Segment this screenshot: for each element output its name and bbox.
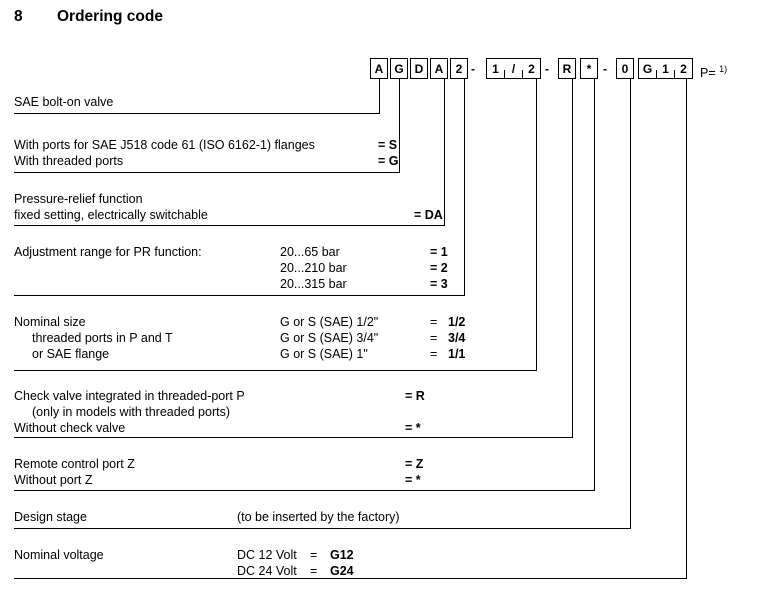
- row-label: SAE bolt-on valve: [14, 95, 114, 109]
- code-char: 1: [492, 61, 499, 76]
- code-char: 2: [680, 61, 687, 76]
- section-number: 8: [14, 8, 23, 25]
- size-option: G or S (SAE) 3/4": [280, 331, 379, 345]
- code-separator: -: [545, 61, 549, 76]
- row-label: With ports for SAE J518 code 61 (ISO 6162-1) flanges: [14, 138, 315, 152]
- range-option: 20...315 bar: [280, 277, 347, 291]
- equals-sign: =: [310, 548, 318, 562]
- range-option: 20...210 bar: [280, 261, 347, 275]
- code-box-3: D: [410, 58, 428, 79]
- connector-rule: [14, 295, 465, 296]
- row-note: (to be inserted by the factory): [237, 510, 400, 524]
- equals-sign: =: [430, 315, 438, 329]
- voltage-option: DC 12 Volt: [237, 548, 297, 562]
- code-box-5: 2: [450, 58, 468, 79]
- row-value: = *: [405, 421, 421, 435]
- code-box-voltage: [638, 58, 693, 79]
- code-char: /: [511, 61, 516, 76]
- connector-rule: [14, 490, 595, 491]
- equals-sign: =: [430, 331, 438, 345]
- connector-vline: [536, 79, 537, 371]
- page-title: Ordering code: [57, 8, 163, 25]
- row-label: threaded ports in P and T: [32, 331, 173, 345]
- row-value: G24: [330, 564, 354, 578]
- footnote-marker: 1): [719, 64, 728, 74]
- row-label: Nominal size: [14, 315, 86, 329]
- row-value: = S: [378, 138, 398, 152]
- row-value: = R: [405, 389, 425, 403]
- row-value: = Z: [405, 457, 424, 471]
- pressure-note: [700, 62, 727, 81]
- voltage-option: DC 24 Volt: [237, 564, 297, 578]
- row-value: = 1: [430, 245, 448, 259]
- row-label: or SAE flange: [32, 347, 110, 361]
- code-box-port-z: *: [580, 58, 598, 79]
- connector-rule: [14, 172, 400, 173]
- row-label: With threaded ports: [14, 154, 124, 168]
- row-label: Without port Z: [14, 473, 93, 487]
- code-box-2: G: [390, 58, 408, 79]
- connector-vline: [464, 79, 465, 296]
- row-label: Design stage: [14, 510, 87, 524]
- connector-vline: [399, 79, 400, 173]
- code-box-size: [486, 58, 541, 79]
- row-value: = *: [405, 473, 421, 487]
- connector-vline: [379, 79, 380, 114]
- connector-rule: [14, 370, 537, 371]
- pressure-suffix: P=: [700, 66, 716, 81]
- size-option: G or S (SAE) 1/2": [280, 315, 379, 329]
- code-box-design-stage: 0: [616, 58, 634, 79]
- connector-rule: [14, 528, 631, 529]
- row-label: Without check valve: [14, 421, 126, 435]
- row-value: = G: [378, 154, 399, 168]
- equals-sign: =: [310, 564, 318, 578]
- row-value: = DA: [414, 208, 443, 222]
- row-value: G12: [330, 548, 354, 562]
- row-value: 1/1: [448, 347, 466, 361]
- code-separator: -: [471, 61, 475, 76]
- code-char: 2: [528, 61, 535, 76]
- row-label: fixed setting, electrically switchable: [14, 208, 208, 222]
- connector-vline: [594, 79, 595, 491]
- connector-vline: [444, 79, 445, 226]
- row-label: Check valve integrated in threaded-port P: [14, 389, 245, 403]
- code-char: G: [642, 61, 653, 76]
- row-label: Pressure-relief function: [14, 192, 143, 206]
- connector-rule: [14, 437, 573, 438]
- row-label: (only in models with threaded ports): [32, 405, 231, 419]
- code-box-check-valve: R: [558, 58, 576, 79]
- connector-rule: [14, 113, 380, 114]
- row-value: 3/4: [448, 331, 466, 345]
- code-box-4: A: [430, 58, 448, 79]
- row-label: Nominal voltage: [14, 548, 104, 562]
- range-option: 20...65 bar: [280, 245, 340, 259]
- row-label: Remote control port Z: [14, 457, 135, 471]
- connector-vline: [630, 79, 631, 529]
- row-value: = 3: [430, 277, 448, 291]
- code-box-1: A: [370, 58, 388, 79]
- connector-rule: [14, 225, 445, 226]
- size-option: G or S (SAE) 1": [280, 347, 368, 361]
- row-value: 1/2: [448, 315, 466, 329]
- row-value: = 2: [430, 261, 448, 275]
- equals-sign: =: [430, 347, 438, 361]
- row-label: Adjustment range for PR function:: [14, 245, 202, 259]
- connector-vline: [686, 79, 687, 579]
- code-char: 1: [662, 61, 669, 76]
- connector-vline: [572, 79, 573, 438]
- code-separator: -: [603, 61, 607, 76]
